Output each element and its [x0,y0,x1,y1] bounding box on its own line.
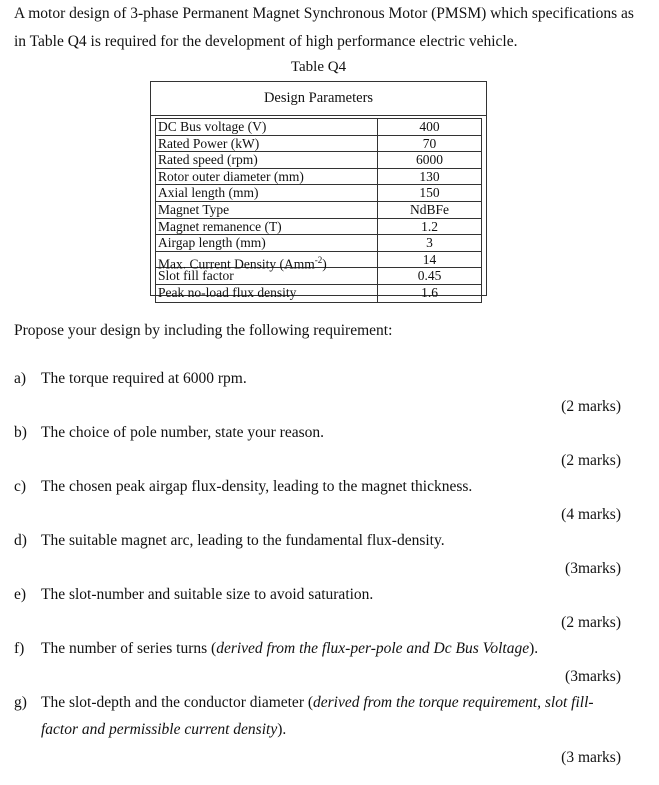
param-name: Axial length (mm) [156,185,378,201]
table-header: Design Parameters [151,82,486,116]
question-letter: f) [14,640,25,657]
question-end: ). [277,721,287,738]
question-b [14,424,624,442]
question-letter: e) [14,586,27,603]
question-d [14,532,624,550]
question-text: The slot-number and suitable size to avoid saturation. [41,586,374,603]
marks-d: (3marks) [565,560,621,577]
param-value: 400 [419,119,440,134]
param-value: 3 [426,235,433,251]
table-row [156,251,481,272]
param-value: 130 [419,168,440,184]
question-italic: factor and permissible current density [41,721,278,738]
table-row [156,169,481,186]
marks-b: (2 marks) [561,452,621,469]
question-text: The chosen peak airgap flux-density, leading to the magnet thickness. [41,478,473,495]
param-name: Rated speed (rpm) [156,152,378,168]
marks-f: (3marks) [565,668,621,685]
marks-a: (2 marks) [561,398,621,415]
question-end: ). [529,640,539,657]
param-name: Rated Power (kW) [156,136,378,152]
question-a [14,370,624,388]
marks-c: (4 marks) [561,506,621,523]
table-row [156,235,481,252]
table-row [156,285,481,302]
param-name: Peak no-load flux density [156,285,378,302]
marks-e: (2 marks) [561,614,621,631]
table-row [156,119,481,136]
table-row [156,185,481,202]
table-caption: Table Q4 [290,59,347,75]
question-letter: c) [14,478,27,495]
question-letter: g) [14,694,27,711]
table-row [156,268,481,285]
param-value: 6000 [416,152,443,168]
param-name: Magnet remanence (T) [156,219,378,235]
param-name: Airgap length (mm) [156,235,378,251]
table-row [156,219,481,236]
question-text: The choice of pole number, state your reason. [41,424,325,441]
table-body [155,118,482,303]
table-row [156,152,481,169]
question-text: The torque required at 6000 rpm. [41,370,247,387]
question-f [14,640,624,658]
question-letter: a) [14,370,27,387]
param-name: Slot fill factor [156,268,378,284]
param-value: 0.45 [417,268,442,284]
param-value: 1.2 [421,218,438,234]
question-italic: derived from the flux-per-pole and Dc Bus Voltage [216,640,530,657]
param-value: NdBFe [409,201,449,217]
param-value: 150 [419,185,440,201]
question-letter: d) [14,532,27,549]
question-letter: b) [14,424,27,441]
question-g-continued [41,721,651,739]
table-row [156,202,481,219]
design-parameters-table [150,81,487,300]
prompt-text: Propose your design by including the following requirement: [14,322,393,339]
question-text: The number of series turns ( [41,640,217,657]
question-g [14,694,624,712]
param-name: Rotor outer diameter (mm) [156,169,378,185]
param-value: 1.6 [421,284,438,300]
question-e [14,586,624,604]
question-c [14,478,624,496]
exponent: -2 [314,254,323,265]
marks-g: (3 marks) [561,749,621,766]
question-italic: derived from the torque requirement, slot fill- [313,694,594,711]
question-text: The slot-depth and the conductor diameter ( [41,694,314,711]
param-value: 14 [422,251,437,267]
table-row [156,136,481,153]
param-name: Max. Current Density (Amm$^{-2}$) [156,252,378,268]
param-value: 70 [422,135,437,151]
param-name: DC Bus voltage (V) [156,119,378,135]
question-text: The suitable magnet arc, leading to the fundamental flux-density. [41,532,445,549]
intro-paragraph: A motor design of 3-phase Permanent Magnet Synchronous Motor (PMSM) which specifications as in Table Q4 is required for the development of high performance electric vehicle. [14,5,634,50]
param-name: Magnet Type [156,202,378,218]
